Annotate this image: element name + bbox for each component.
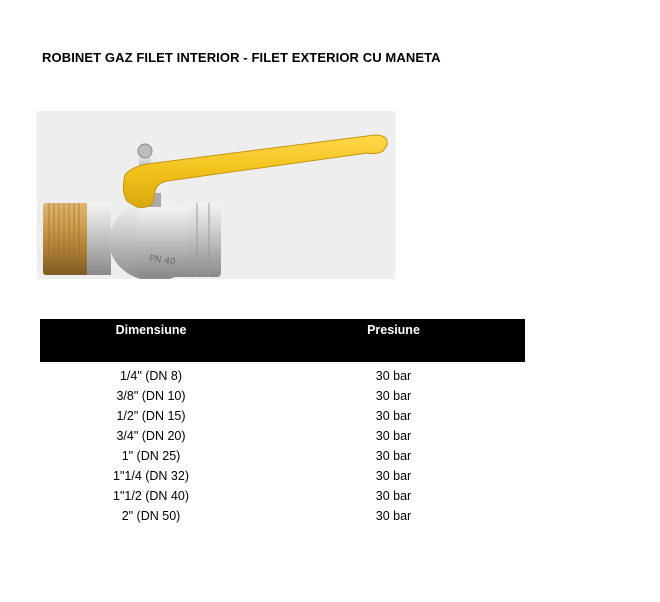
table-row bbox=[40, 506, 525, 526]
brass-thread bbox=[43, 203, 89, 275]
header-dimension: Dimensiune bbox=[40, 319, 262, 362]
header-pressure: Presiune bbox=[262, 319, 525, 362]
cell-dimension: 1/2" (DN 15) bbox=[116, 409, 186, 423]
specifications-table bbox=[40, 319, 525, 526]
cell-pressure: 30 bar bbox=[375, 469, 412, 483]
cell-pressure: 30 bar bbox=[375, 409, 412, 423]
cell-pressure: 30 bar bbox=[375, 509, 412, 523]
cell-dimension: 1"1/2 (DN 40) bbox=[113, 489, 189, 503]
ball-valve-photo bbox=[37, 111, 395, 279]
cell-dimension: 1"1/4 (DN 32) bbox=[113, 469, 189, 483]
cell-pressure: 30 bar bbox=[375, 389, 412, 403]
table-row bbox=[40, 446, 525, 466]
cell-dimension: 3/4" (DN 20) bbox=[116, 429, 186, 443]
table-row bbox=[40, 426, 525, 446]
svg-text:PN 40: PN 40 bbox=[148, 254, 177, 268]
cell-pressure: 30 bar bbox=[375, 429, 412, 443]
cell-dimension: 3/8" (DN 10) bbox=[116, 389, 186, 403]
cell-pressure: 30 bar bbox=[375, 449, 412, 463]
table-row bbox=[40, 362, 525, 386]
cell-dimension: 2" (DN 50) bbox=[121, 509, 181, 523]
cell-pressure: 30 bar bbox=[375, 369, 412, 383]
table-row bbox=[40, 406, 525, 426]
table-header-row bbox=[40, 319, 525, 362]
cell-pressure: 30 bar bbox=[375, 489, 412, 503]
table-row bbox=[40, 486, 525, 506]
table-row bbox=[40, 466, 525, 486]
cell-dimension: 1" (DN 25) bbox=[121, 449, 181, 463]
table-row bbox=[40, 386, 525, 406]
page-title: ROBINET GAZ FILET INTERIOR - FILET EXTERIOR CU MANETA bbox=[42, 50, 441, 65]
cell-dimension: 1/4" (DN 8) bbox=[119, 369, 183, 383]
